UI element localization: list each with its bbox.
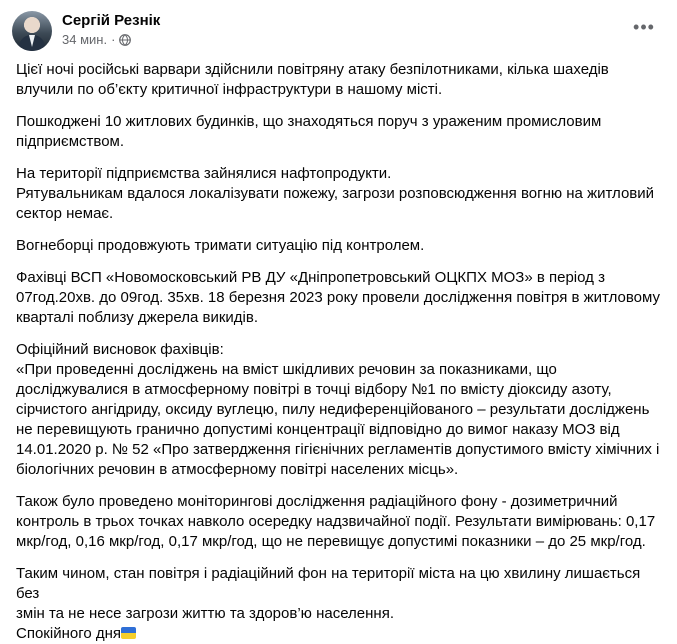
more-horizontal-icon[interactable]: ••• bbox=[633, 16, 655, 37]
meta-separator: · bbox=[111, 32, 116, 47]
post-paragraph: Пошкоджені 10 житлових будинків, що знаходяться поруч з ураженим промисловим підприємством. bbox=[16, 113, 602, 150]
post-time[interactable]: 34 мин. bbox=[62, 32, 108, 47]
post-paragraph: Офіційний висновок фахівців: «При проведенні досліджень на вміст шкідливих речовин за показниками, що досліджувалися в атмосферному повітрі в точці відбору №1 по вмісту діоксиду азоту, сірчистого ангідриду, оксиду вуглецю, пилу недиференційованого – результати досліджень не перевищують гранично допустимі концентрації відповідно до вимог наказу МОЗ від 14.01.2020 р. № 52 «Про затвердження гігієнічних регламентів допустимого вмісту хімічних і біологічних речовин в атмосферному повітрі населених місць». bbox=[16, 341, 660, 478]
post-paragraph: Таким чином, стан повітря і радіаційний фон на території міста на цю хвилину лишається без змін та не несе загрози життю та здоров’ю населення. bbox=[16, 565, 641, 622]
post-paragraph: На території підприємства зайнялися нафтопродукти. Рятувальникам вдалося локалізувати пожежу, загрози розповсюдження вогню на житловий сектор немає. bbox=[16, 165, 655, 222]
post-paragraph: Цієї ночі російські варвари здійснили повітряну атаку безпілотниками, кілька шахедів влучили по об’єкту критичної інфраструктури в нашому місті. bbox=[16, 61, 609, 98]
post-header bbox=[12, 11, 662, 51]
ukraine-flag-icon bbox=[121, 627, 136, 639]
globe-icon[interactable] bbox=[119, 34, 131, 46]
post-paragraph: Також було проведено моніторингові дослідження радіаційного фону - дозиметричний контроль в трьох точках навколо осередку надзвичайної події. Результати вимірювань: 0,17 мкр/год, 0,16 мкр/год, 0,17 мкр/год, що не перевищує допустимі показники – до 25 мкр/год. bbox=[16, 493, 656, 550]
post-paragraph: Фахівці ВСП «Новомосковський РВ ДУ «Дніпропетровський ОЦКПХ МОЗ» в період з 07год.20хв. до 09год. 35хв. 18 березня 2023 року провели дослідження повітря в житловому кварталі поблизу джерела викидів. bbox=[16, 269, 660, 326]
closing-text: Спокійного дня bbox=[16, 625, 122, 642]
post-closing-line bbox=[16, 624, 664, 644]
author-name[interactable]: Сергій Резнік bbox=[62, 12, 161, 29]
avatar[interactable] bbox=[12, 11, 52, 51]
post-body bbox=[16, 60, 664, 644]
post-paragraph: Вогнеборці продовжують тримати ситуацію під контролем. bbox=[16, 237, 425, 254]
post-meta bbox=[62, 32, 131, 47]
